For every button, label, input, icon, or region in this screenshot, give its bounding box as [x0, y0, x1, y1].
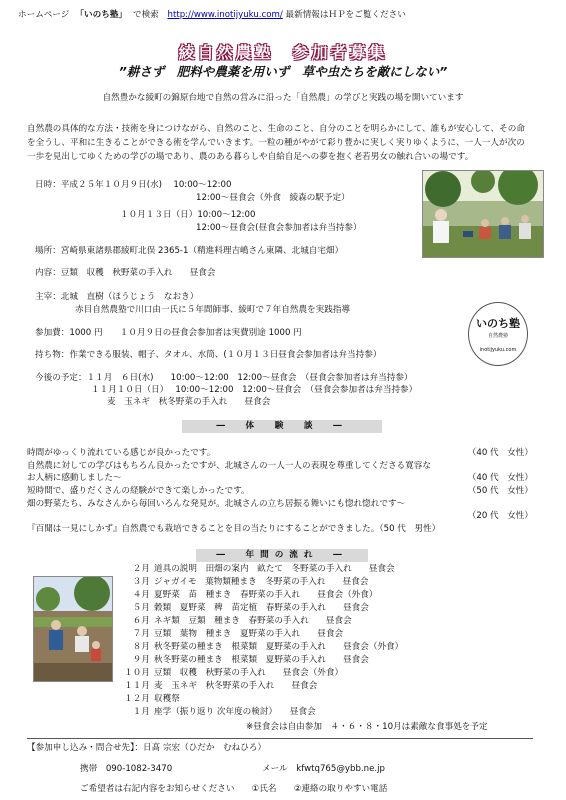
flow-note: ※昼食会は自由参加 ４・６・８・10月は素敵な食事処を予定: [246, 722, 488, 732]
flow-month: ５月: [132, 603, 150, 613]
field-photo-top: [422, 170, 544, 258]
mail-address[interactable]: kfwtq765@ybb.ne.jp: [296, 764, 385, 774]
plan-label: 今後の予定：: [35, 373, 87, 383]
inochi-juku-logo: [468, 302, 528, 366]
voice-item: [27, 448, 533, 460]
mail-line: [262, 764, 385, 776]
voice-text: 自然農に対しての学びはもちろん良かったですが、北城さんの一人一人の表現を尊重してくださる寛容な: [27, 461, 431, 471]
search-suffix: で検索: [132, 10, 159, 20]
flow-month: ２月: [132, 564, 150, 574]
date-line-1: [35, 180, 232, 192]
date-label: 日時：: [35, 180, 61, 190]
logo-main: いのち塾: [476, 317, 520, 330]
voice-item: [27, 473, 533, 485]
plan-1: １１月 ６日(水) 10:00～12:00 12:00～昼食会 （昼食会参加者は弁当持参）: [86, 373, 413, 383]
flow-month: ３月: [132, 577, 150, 587]
flow-month: ８月: [132, 642, 150, 652]
logo-url: inotijyuku.com: [479, 347, 517, 353]
flow-activity: 座学（振り返り 次年度の検討） 昼食会: [154, 707, 316, 717]
flow-activity: ネギ類 豆類 種まき 春野菜の手入れ 昼食会: [154, 616, 352, 626]
content-line: 内容：豆類 収穫 秋野菜の手入れ 昼食会: [35, 268, 216, 278]
field-photo-bottom: [33, 576, 113, 682]
voice-text: お人柄に感動しました～: [27, 473, 122, 483]
field-photo-bottom-image: [34, 577, 112, 681]
voice-age: （40 代 女性）: [467, 448, 533, 458]
flow-row: [120, 577, 407, 590]
plan-sub: 麦 玉ネギ 秋冬野菜の手入れ 昼食会: [107, 397, 271, 407]
field-photo-top-image: [423, 171, 543, 257]
flow-row: [120, 668, 407, 681]
flow-month: １２月: [124, 694, 150, 704]
voice-age: （20 代 女性）: [467, 511, 533, 521]
flow-row: [120, 694, 407, 707]
voices-heading: ― 体 験 談 ―: [182, 420, 382, 433]
flow-row: [120, 590, 407, 603]
voice-text: 畑の野菜たち、みなさんから毎回いろんな発見が。北城さんの立ち居振る舞いにも惚れ惚れです～: [27, 499, 406, 509]
flow-row: [120, 707, 407, 720]
voice-text: 短時間で、盛りだくさんの経験ができて楽しかったです。: [27, 486, 250, 496]
flow-month: ６月: [132, 616, 150, 626]
page-title: 綾自然農塾 参加者募集: [178, 43, 388, 62]
flow-month: １１月: [124, 681, 150, 691]
voice-item: [27, 461, 533, 473]
flow-activity: 秋冬野菜の種まき 根菜類 夏野菜の手入れ 昼食会: [154, 655, 369, 665]
logo-sub: 自然農塾: [487, 333, 508, 339]
brand-name: 「いのち塾」: [75, 10, 127, 20]
date-1: 平成２５年１０月９日(水) 10:00～12:00: [60, 180, 232, 190]
voice-age: （50 代 女性）: [467, 486, 533, 496]
date-1-sub: 12:00～昼食会（外食 綾森の駅予定）: [196, 193, 350, 203]
flow-month: １月: [132, 707, 150, 717]
date-2: １０月１３日（日）10:00～12:00: [120, 210, 256, 220]
flow-activity: ジャガイモ 葉物類種まき 冬野菜の手入れ 昼食会: [154, 577, 369, 587]
top-bar: [18, 10, 412, 22]
contact-label: 【参加申し込み・問合せ先】：日髙 宗宏（ひだか むねひろ）: [27, 743, 267, 753]
flow-month: ９月: [132, 655, 150, 665]
place-line: 場所：宮崎県東諸県郡綾町北俣 2365-1（精進料理吉嶋さん東隣、北城自宅畑）: [35, 246, 344, 256]
phone-label: 携帯: [80, 764, 98, 774]
voice-item: [27, 486, 533, 498]
homepage-link[interactable]: http://www.inotijyuku.com/: [167, 10, 283, 20]
flow-row: [120, 603, 407, 616]
contact-divider: [27, 738, 533, 739]
flow-row: [120, 629, 407, 642]
plan-line-1: [35, 373, 413, 385]
phone-number[interactable]: 090-1082-3470: [105, 764, 173, 774]
voice-text: 『百聞は一見にしかず』自然農でも栽培できることを目の当たりにすることができました。（50 代 男性）: [27, 524, 441, 534]
flow-row: [120, 681, 407, 694]
date-2-sub: 12:00～昼食会(昼食会参加者は弁当持参）: [196, 223, 362, 233]
flow-activity: 道具の説明 田畑の案内 畝たて 冬野菜の手入れ 昼食会: [154, 564, 395, 574]
annual-flow-table: [120, 564, 407, 720]
voice-item: [27, 524, 533, 536]
flow-row: [120, 564, 407, 577]
mail-label: メール: [262, 764, 288, 774]
flow-activity: 夏野菜 苗 種まき 春野菜の手入れ 昼食会（外食）: [154, 590, 378, 600]
phone-line: [80, 764, 172, 776]
bring-line: 持ち物：作業できる服装、帽子、タオル、水筒、(１０月１３日昼食会参加者は弁当持参）: [35, 350, 382, 360]
flow-activity: 麦 玉ネギ 秋冬野菜の手入れ 昼食会: [154, 681, 318, 691]
flow-row: [120, 642, 407, 655]
flow-activity: 豆類 葉物 種まき 夏野菜の手入れ 昼食会: [154, 629, 344, 639]
plan-2: １１月１０日（日） 10:00～12:00 12:00～昼食会 （昼食会参加者は弁当持参）: [91, 385, 418, 395]
voice-text: 時間がゆっくり流れている感じが良かったです。: [27, 448, 216, 458]
voice-age: （40 代 女性）: [467, 473, 533, 483]
host-sub: 赤目自然農塾で川口由一氏に５年間師事、綾町で７年自然農を実践指導: [75, 305, 351, 315]
contact-note: ご希望者は右記内容をお知らせください ①氏名 ②連絡の取りやすい電話: [80, 784, 388, 794]
flow-activity: 収穫祭: [154, 694, 180, 704]
flow-activity: 豆類 収穫 秋野菜の手入れ 昼食会（外食）: [154, 668, 344, 678]
voice-item: [27, 499, 533, 511]
flow-month: １０月: [124, 668, 150, 678]
flow-activity: 秋冬野菜の種まき 根菜類 夏野菜の手入れ 昼食会（外食）: [154, 642, 404, 652]
home-label: ホームページ: [18, 10, 70, 20]
flow-month: ７月: [132, 629, 150, 639]
flow-month: ４月: [132, 590, 150, 600]
fee-line: 参加費：1000 円 １０月９日の昼食会参加者は実費別途 1000 円: [35, 328, 302, 338]
flow-row: [120, 655, 407, 668]
page-subtitle: ”耕さず 肥料や農薬を用いず 草や虫たちを敵にしない”: [118, 64, 448, 79]
flow-heading: ― 年間の流れ ―: [196, 549, 368, 562]
intro-text: 自然農の具体的な方法・技術を身につけながら、自然のこと、生命のこと、自分のことを明らかにして、誰もが安心して、その命を全うし、平和に生きることができる術を学んでいきます。一粒の種がやがて彩り豊かに実しく実りゆくように、一人一人が次の一歩を見出してゆくための学びの場であり、農のある暮らしや自給自足への夢を抱く老若男女の触れ合いの場です。: [27, 124, 525, 162]
host-line: 主宰：北城 直樹（ほうじょう なおき）: [35, 292, 199, 302]
lead-text: 自然豊かな綾町の錦原台地で自然の営みに沿った「自然農」の学びと実践の場を開いています: [102, 93, 464, 103]
flow-activity: 穀類 夏野菜 稗 苗定植 春野菜の手入れ 昼食会: [154, 603, 369, 613]
latest-info: 最新情報はＨＰをご覧ください: [285, 10, 406, 20]
flow-row: [120, 616, 407, 629]
